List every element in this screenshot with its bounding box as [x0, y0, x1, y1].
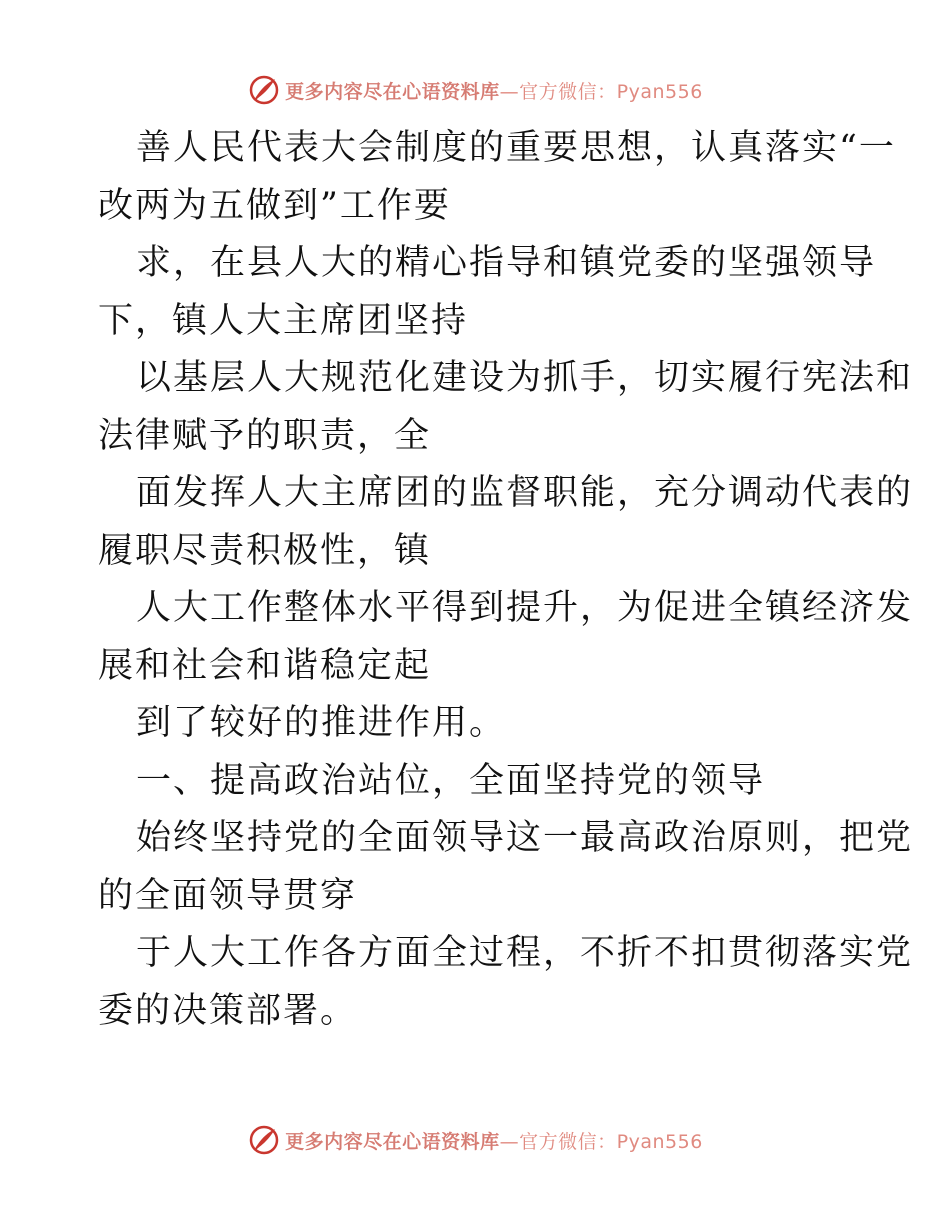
text-line: 始终坚持党的全面领导这一最高政治原则，把党 — [136, 818, 914, 858]
feather-pen-logo-icon — [247, 1123, 281, 1157]
text-line: 面发挥人大主席团的监督职能，充分调动代表的 — [136, 473, 914, 513]
text-line: 改两为五做到”工作要 — [98, 185, 451, 226]
text-line: 以基层人大规范化建设为抓手，切实履行宪法和 — [136, 358, 914, 398]
text-line: 求，在县人大的精心指导和镇党委的坚强领导 — [136, 243, 877, 283]
text-line: 的全面领导贯穿 — [98, 875, 358, 916]
feather-pen-logo-icon — [247, 73, 281, 107]
text-line: 委的决策部署。 — [98, 990, 358, 1031]
watermark-text: 更多内容尽在心语资料库—官方微信：Pyan556 — [285, 1130, 703, 1153]
header-watermark — [0, 70, 950, 110]
text-line: 于人大工作各方面全过程，不折不扣贯彻落实党 — [136, 933, 914, 973]
document-body — [98, 120, 914, 1040]
text-line: 法律赋予的职责，全 — [98, 415, 432, 456]
text-line: 到了较好的推进作用。 — [136, 703, 507, 743]
text-line: 善人民代表大会制度的重要思想，认真落实“一 — [136, 128, 896, 168]
text-line: 一、提高政治站位，全面坚持党的领导 — [136, 760, 766, 801]
watermark-text: 更多内容尽在心语资料库—官方微信：Pyan556 — [285, 80, 703, 103]
text-line: 下，镇人大主席团坚持 — [98, 300, 469, 341]
text-line: 履职尽责积极性，镇 — [98, 530, 432, 571]
text-line: 人大工作整体水平得到提升，为促进全镇经济发 — [136, 588, 914, 628]
footer-watermark — [0, 1120, 950, 1160]
text-line: 展和社会和谐稳定起 — [98, 645, 432, 686]
